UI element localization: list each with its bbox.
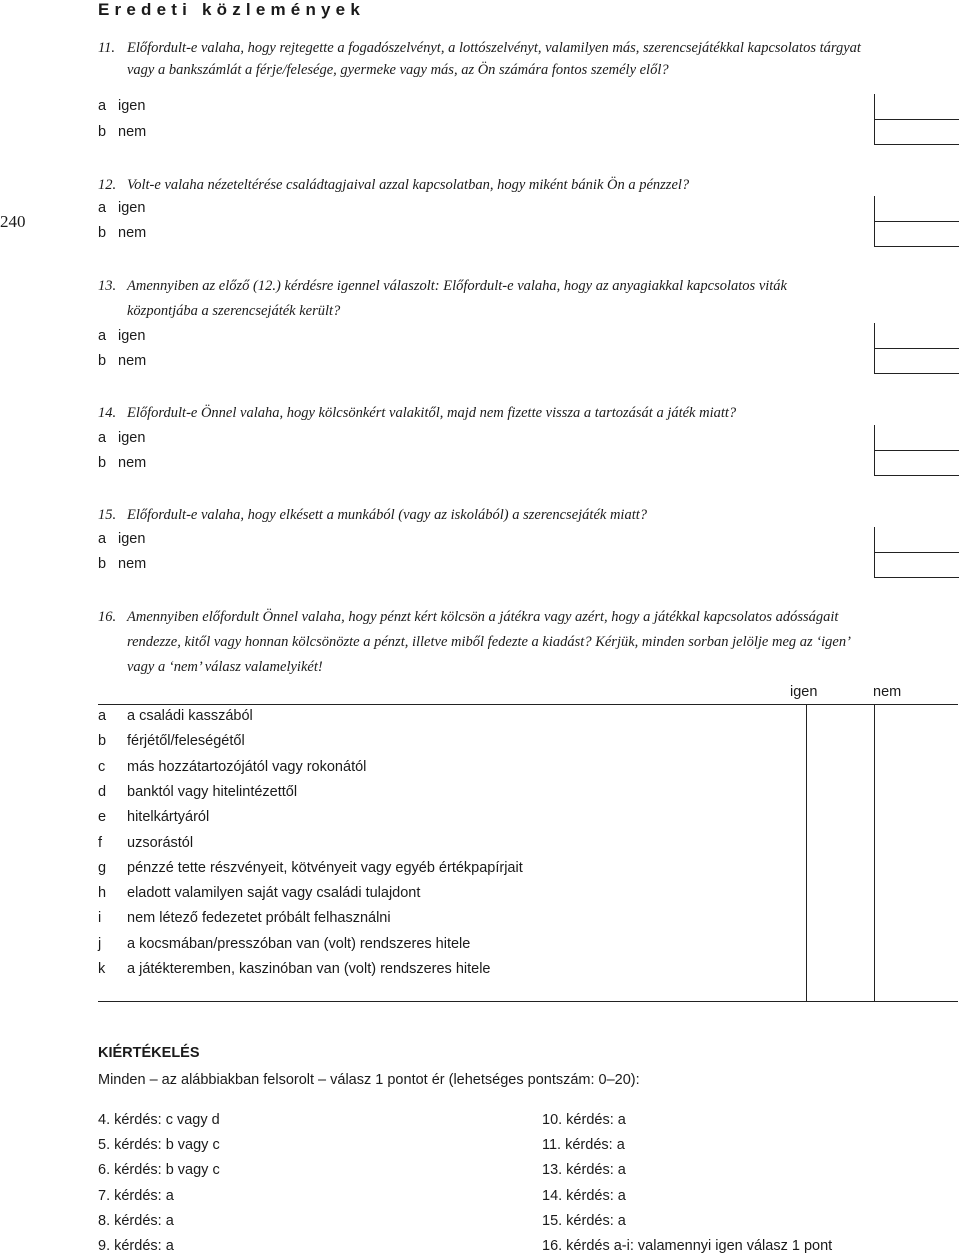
option-label: nem [118, 455, 147, 471]
evaluation-item: 8. kérdés: a [98, 1212, 174, 1229]
answer-cell-igen[interactable] [807, 933, 873, 957]
answer-cell-nem[interactable] [875, 756, 957, 780]
option-letter: b [98, 556, 107, 572]
row-label: férjétől/feleségétől [127, 733, 245, 750]
option-a[interactable] [98, 430, 145, 446]
answer-box-a[interactable] [874, 425, 959, 451]
row-letter: a [98, 708, 107, 724]
option-letter: a [98, 531, 107, 547]
table-row [98, 860, 523, 876]
question-text-line: Amennyiben az előző (12.) kérdésre igennel válaszolt: Előfordult-e valaha, hogy az anyagiakkal kapcsolatos viták [127, 278, 787, 294]
answer-box-b[interactable] [874, 450, 959, 476]
evaluation-item: 11. kérdés: a [542, 1137, 625, 1154]
option-b[interactable] [98, 556, 146, 572]
row-letter: i [98, 910, 102, 927]
question-text-line: Előfordult-e Önnel valaha, hogy kölcsönkért valakitől, majd nem fizette vissza a tartozását a játék miatt? [127, 405, 737, 421]
option-letter: a [98, 98, 107, 114]
row-letter: e [98, 809, 107, 826]
question-text-line: vagy a bankszámlát a férje/felesége, gyermeke vagy más, az Ön számára fontos személy elől? [127, 62, 669, 78]
evaluation-item: 10. kérdés: a [542, 1112, 626, 1128]
row-label: banktól vagy hitelintézettől [127, 783, 298, 800]
table-row [98, 936, 470, 952]
answer-cell-igen[interactable] [807, 730, 873, 754]
row-label: a játékteremben, kaszinóban van (volt) rendszeres hitele [127, 961, 491, 977]
table-row [98, 708, 253, 724]
evaluation-item: 9. kérdés: a [98, 1238, 174, 1254]
row-label: a kocsmában/presszóban van (volt) rendszeres hitele [127, 935, 471, 952]
answer-cell-igen[interactable] [807, 781, 873, 805]
answer-cell-igen[interactable] [807, 882, 873, 906]
answer-cell-nem[interactable] [875, 781, 957, 805]
row-label: a családi kasszából [127, 708, 253, 724]
evaluation-item: 13. kérdés: a [542, 1162, 626, 1179]
row-letter: c [98, 758, 106, 775]
answer-cell-nem[interactable] [875, 907, 957, 931]
option-letter: a [98, 430, 107, 446]
answer-box-b[interactable] [874, 221, 959, 247]
table-row [98, 809, 209, 825]
question-number: 14. [98, 405, 117, 421]
option-label: nem [118, 124, 147, 140]
row-label: pénzzé tette részvényeit, kötvényeit vagy egyéb értékpapírjait [127, 859, 523, 876]
evaluation-item: 7. kérdés: a [98, 1187, 174, 1204]
answer-cell-igen[interactable] [807, 806, 873, 830]
question-number: 12. [98, 177, 117, 193]
table-row [98, 910, 391, 926]
option-letter: b [98, 124, 107, 140]
page-number: 240 [0, 212, 26, 231]
evaluation-item: 15. kérdés: a [542, 1212, 626, 1229]
section-header: Eredeti közlemények [98, 0, 365, 19]
answer-cell-igen[interactable] [807, 857, 873, 881]
answer-box-a[interactable] [874, 94, 959, 120]
answer-cell-nem[interactable] [875, 933, 957, 957]
table-row [98, 733, 245, 749]
evaluation-item: 5. kérdés: b vagy c [98, 1137, 220, 1154]
answer-cell-nem[interactable] [875, 705, 957, 729]
option-letter: a [98, 328, 107, 344]
answer-box-a[interactable] [874, 527, 959, 553]
evaluation-item: 14. kérdés: a [542, 1187, 626, 1204]
option-label: igen [118, 430, 146, 446]
option-letter: a [98, 200, 107, 216]
answer-cell-igen[interactable] [807, 705, 873, 729]
option-a[interactable] [98, 531, 145, 547]
answer-box-b[interactable] [874, 119, 959, 145]
option-label: igen [118, 531, 146, 547]
evaluation-item: 16. kérdés a-i: valamennyi igen válasz 1 pont [542, 1238, 833, 1254]
answer-cell-igen[interactable] [807, 756, 873, 780]
option-label: igen [118, 98, 146, 114]
option-label: nem [118, 556, 147, 572]
question-number: 13. [98, 278, 117, 294]
table-row [98, 759, 366, 775]
question-text-line: rendezze, kitől vagy honnan kölcsönözte a pénzt, illetve miből fedezte a kiadást? Kérjük, minden sorban jelölje meg az ‘igen’ [127, 634, 851, 650]
evaluation-item: 4. kérdés: c vagy d [98, 1112, 220, 1128]
option-label: igen [118, 200, 146, 216]
answer-cell-igen[interactable] [807, 832, 873, 856]
option-label: igen [118, 328, 146, 344]
answer-cell-nem[interactable] [875, 882, 957, 906]
answer-cell-nem[interactable] [875, 806, 957, 830]
row-letter: g [98, 859, 107, 876]
row-label: más hozzátartozójától vagy rokonától [127, 758, 367, 775]
answer-cell-nem[interactable] [875, 832, 957, 856]
row-letter: j [98, 935, 102, 952]
question-number: 15. [98, 507, 117, 523]
table-row [98, 961, 491, 977]
question-text-line: vagy a ‘nem’ válasz valamelyikét! [127, 659, 323, 675]
table-row [98, 784, 297, 800]
row-letter: b [98, 733, 107, 750]
answer-box-a[interactable] [874, 196, 959, 222]
option-a[interactable] [98, 200, 145, 216]
option-b[interactable] [98, 124, 146, 140]
option-a[interactable] [98, 328, 145, 344]
row-letter: d [98, 783, 107, 800]
question-text-line: központjába a szerencsejáték került? [127, 303, 341, 319]
table-row [98, 885, 420, 901]
answer-cell-nem[interactable] [875, 730, 957, 754]
table-bottom-rule [98, 1001, 958, 1002]
option-letter: b [98, 225, 107, 241]
option-letter: b [98, 455, 107, 471]
row-label: eladott valamilyen saját vagy családi tulajdont [127, 885, 421, 902]
question-text-line: Előfordult-e valaha, hogy elkésett a munkából (vagy az iskolából) a szerencsejáték miatt? [127, 507, 647, 523]
row-letter: k [98, 961, 106, 977]
question-text-line: Előfordult-e valaha, hogy rejtegette a fogadószelvényt, a lottószelvényt, valamilyen más, szerencsejátékkal kapcsolatos tárgyat [127, 40, 861, 56]
answer-box-a[interactable] [874, 323, 959, 349]
evaluation-title: KIÉRTÉKELÉS [98, 1045, 200, 1061]
row-label: hitelkártyáról [127, 809, 210, 826]
answer-cell-igen[interactable] [807, 958, 873, 982]
row-letter: f [98, 834, 103, 851]
question-number: 16. [98, 609, 117, 625]
answer-box-b[interactable] [874, 348, 959, 374]
question-number: 11. [98, 40, 116, 56]
table-row [98, 835, 193, 851]
answer-box-b[interactable] [874, 552, 959, 578]
option-b[interactable] [98, 455, 146, 471]
evaluation-intro: Minden – az alábbiakban felsorolt – válasz 1 pontot ér (lehetséges pontszám: 0–20): [98, 1072, 640, 1088]
row-letter: h [98, 885, 107, 902]
column-header-nem: nem [873, 684, 902, 700]
evaluation-item: 6. kérdés: b vagy c [98, 1162, 220, 1179]
option-b[interactable] [98, 353, 146, 369]
row-label: nem létező fedezetet próbált felhasználni [127, 910, 391, 927]
row-label: uzsorástól [127, 834, 194, 851]
option-b[interactable] [98, 225, 146, 241]
column-header-igen: igen [790, 684, 818, 700]
question-text-line: Amennyiben előfordult Önnel valaha, hogy pénzt kért kölcsön a játékra vagy azért, hogy a játékkal kapcsolatos adósságait [127, 609, 839, 625]
answer-cell-nem[interactable] [875, 857, 957, 881]
answer-cell-nem[interactable] [875, 958, 957, 982]
option-a[interactable] [98, 98, 145, 114]
answer-cell-igen[interactable] [807, 907, 873, 931]
option-label: nem [118, 353, 147, 369]
option-letter: b [98, 353, 107, 369]
question-text-line: Volt-e valaha nézeteltérése családtagjaival azzal kapcsolatban, hogy miként bánik Ön a pénzzel? [127, 177, 690, 193]
option-label: nem [118, 225, 147, 241]
